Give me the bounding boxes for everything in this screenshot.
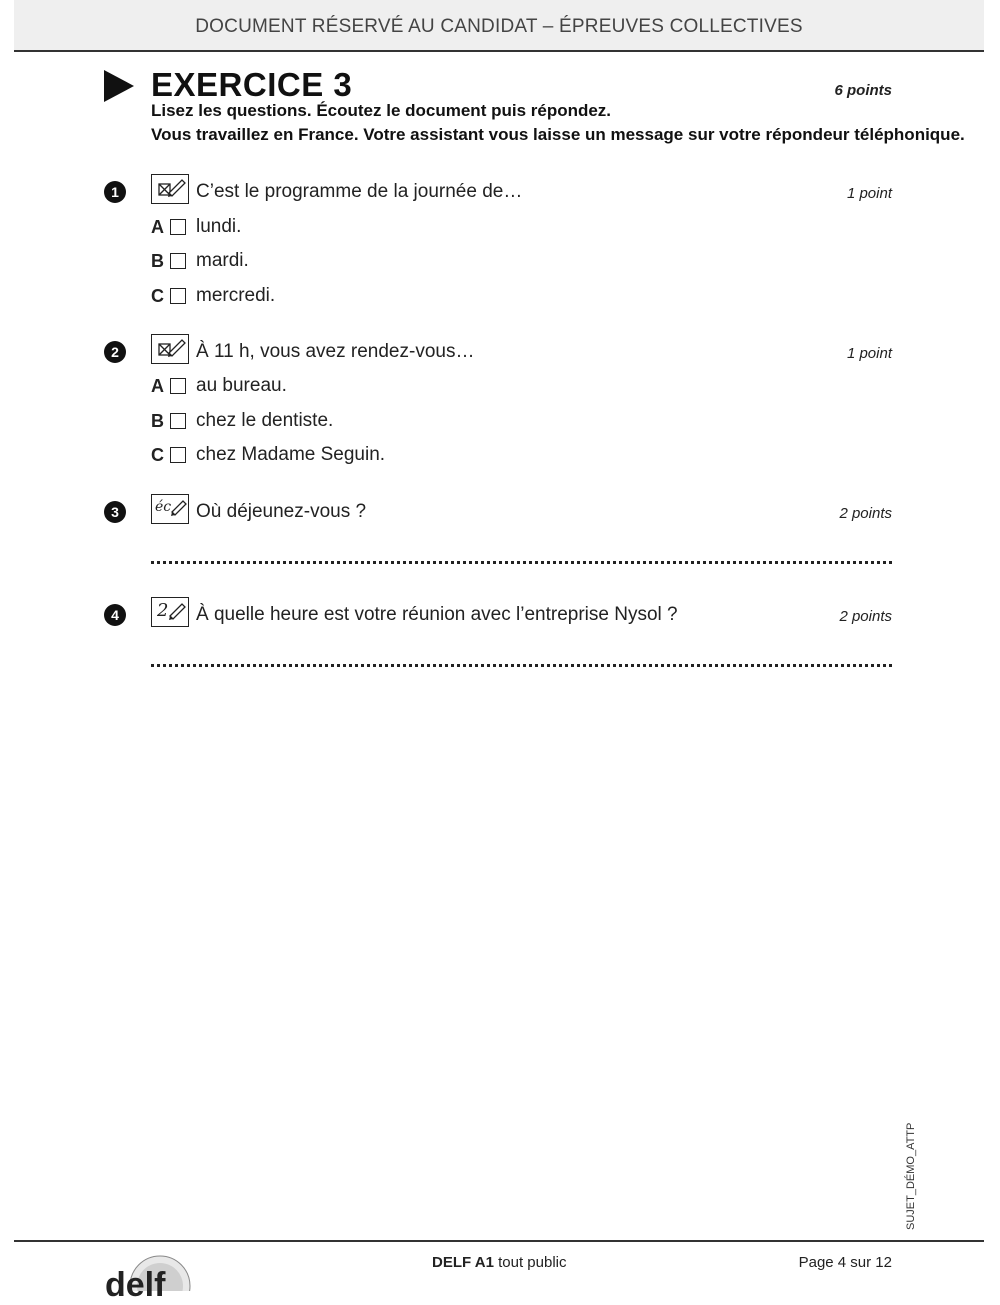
option-checkbox[interactable] [170,447,186,463]
play-arrow-icon [104,70,134,102]
question-text: À quelle heure est votre réunion avec l’entreprise Nysol ? [196,604,678,625]
question-points: 1 point [846,185,892,202]
footer-exam-audience: tout public [493,1254,567,1271]
footer-divider [14,1240,984,1242]
option-checkbox[interactable] [170,253,186,269]
answer-line[interactable] [151,561,892,564]
page-number: Page 4 sur 12 [798,1254,892,1271]
option-text: chez Madame Seguin. [196,444,386,465]
write-pencil-icon [151,494,189,524]
checkbox-pencil-icon [151,174,189,204]
instruction-line-2: Vous travaillez en France. Votre assistant vous laisse un message sur votre répondeur téléphonique. [151,125,965,144]
instruction-line-1: Lisez les questions. Écoutez le document puis répondez. [151,101,612,120]
question-points: 2 points [839,505,892,522]
option-checkbox[interactable] [170,219,186,235]
option-letter: C [151,286,164,306]
number-icon-label: 2 [157,600,169,621]
option-letter: A [151,376,164,396]
question-points: 2 points [839,608,892,625]
option-letter: C [151,445,164,465]
answer-line[interactable] [151,664,892,667]
question-points: 1 point [846,345,892,362]
question-text: Où déjeunez-vous ? [196,501,367,522]
delf-logo-icon [100,1248,196,1304]
delf-logo-text: delf [105,1266,166,1304]
option-text: lundi. [196,216,242,237]
write-icon-label: éc [155,499,172,515]
option-text: mercredi. [196,285,276,306]
question-number: 1 [104,181,126,203]
question-text: C’est le programme de la journée de… [196,181,523,202]
option-letter: B [151,251,164,271]
option-letter: A [151,217,164,237]
number-pencil-icon [151,597,189,627]
option-letter: B [151,411,164,431]
checkbox-pencil-icon [151,334,189,364]
option-checkbox[interactable] [170,413,186,429]
exercise-points: 6 points [834,82,892,99]
option-text: mardi. [196,250,249,271]
footer-exam-name [432,1254,567,1271]
option-checkbox[interactable] [170,378,186,394]
option-text: au bureau. [196,375,287,396]
header-title: DOCUMENT RÉSERVÉ AU CANDIDAT – ÉPREUVES COLLECTIVES [195,16,803,37]
question-number: 4 [104,604,126,626]
exercise-title: EXERCICE 3 [151,66,353,103]
question-number: 2 [104,341,126,363]
option-text: chez le dentiste. [196,410,334,431]
document-code: SUJET_DÉMO_ATTP [905,1122,917,1230]
question-text: À 11 h, vous avez rendez-vous… [196,341,475,362]
page-header [14,0,984,52]
question-number: 3 [104,501,126,523]
option-checkbox[interactable] [170,288,186,304]
footer-exam-level: DELF A1 [432,1254,494,1271]
